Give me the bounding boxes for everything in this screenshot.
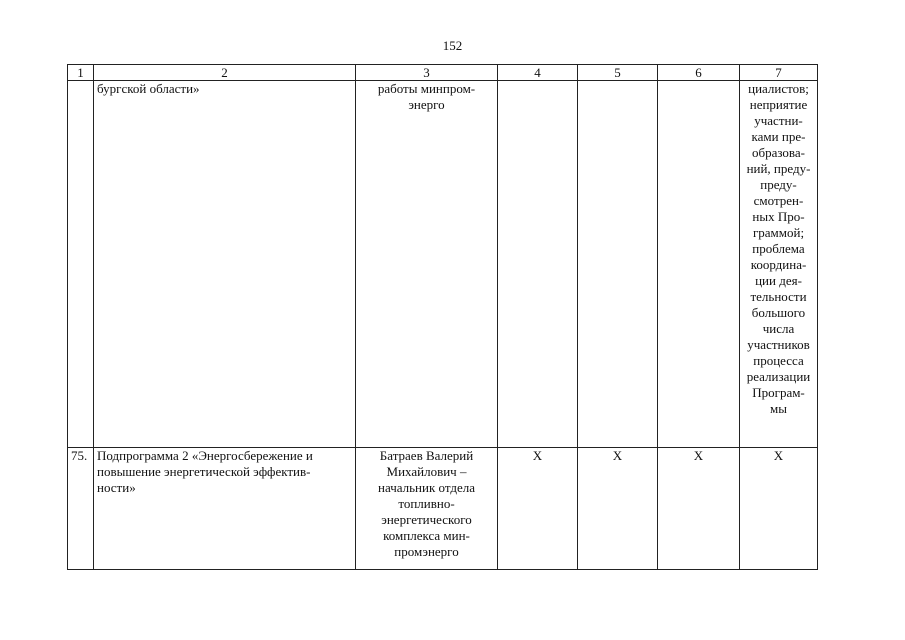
cell-col6	[658, 448, 740, 570]
cell-responsible	[356, 448, 498, 570]
table-row-75	[68, 448, 818, 570]
cell-number: 75.	[68, 448, 94, 570]
text-line: энергетического	[381, 512, 472, 527]
text-line: работы минпром-	[377, 81, 476, 96]
column-header-6: 6	[658, 65, 740, 81]
cell-col7	[740, 448, 818, 570]
text-line: ний, преду-	[746, 161, 811, 176]
text-line: ности»	[97, 480, 136, 495]
x-mark: Х	[773, 448, 784, 463]
text-line: числа	[762, 321, 795, 336]
column-header-7: 7	[740, 65, 818, 81]
cell-name	[94, 81, 356, 448]
text-line: смотрен-	[753, 193, 804, 208]
text-line: мы	[770, 401, 787, 416]
text-line: Батраев Валерий	[379, 448, 474, 463]
text-line: неприятие	[749, 97, 808, 112]
text-line: бургской области»	[97, 81, 200, 96]
text-line: ных Про-	[752, 209, 805, 224]
text-line: Михайлович –	[386, 464, 467, 479]
cell-responsible	[356, 81, 498, 448]
text-line: Подпрограмма 2 «Энергосбережение и	[97, 448, 313, 463]
document-table	[67, 64, 818, 570]
cell-name	[94, 448, 356, 570]
text-line: граммой;	[752, 225, 805, 240]
column-header-5: 5	[578, 65, 658, 81]
cell-number	[68, 81, 94, 448]
text-line: Програм-	[752, 385, 805, 400]
text-line: циалистов;	[748, 81, 809, 96]
column-header-2: 2	[94, 65, 356, 81]
text-line: топливно-	[398, 496, 455, 511]
cell-col6	[658, 81, 740, 448]
text-line: начальник отдела	[377, 480, 475, 495]
text-line: промэнерго	[394, 544, 459, 559]
cell-col4	[498, 448, 578, 570]
page-number: 152	[442, 38, 463, 53]
x-mark: Х	[612, 448, 623, 463]
table-header-row	[68, 65, 818, 81]
text-line: участников	[747, 337, 810, 352]
text-line: ции дея-	[755, 273, 802, 288]
text-line: комплекса мин-	[383, 528, 470, 543]
text-line: образова-	[751, 145, 805, 160]
x-mark: Х	[532, 448, 543, 463]
text-line: процесса	[753, 353, 804, 368]
text-line: координа-	[750, 257, 807, 272]
cell-col4	[498, 81, 578, 448]
table-row-continued	[68, 81, 818, 448]
cell-col5	[578, 81, 658, 448]
column-header-4: 4	[498, 65, 578, 81]
text-line: реализации	[746, 369, 811, 384]
cell-risks	[740, 81, 818, 448]
text-line: проблема	[752, 241, 805, 256]
text-line: повышение энергетической эффектив-	[97, 464, 311, 479]
column-header-3: 3	[356, 65, 498, 81]
column-header-1: 1	[68, 65, 94, 81]
x-mark: Х	[693, 448, 704, 463]
text-line: тельности	[750, 289, 807, 304]
text-line: участни-	[754, 113, 803, 128]
text-line: преду-	[760, 177, 797, 192]
text-line: ками пре-	[751, 129, 806, 144]
text-line: энерго	[408, 97, 445, 112]
text-line: большого	[751, 305, 806, 320]
cell-col5	[578, 448, 658, 570]
